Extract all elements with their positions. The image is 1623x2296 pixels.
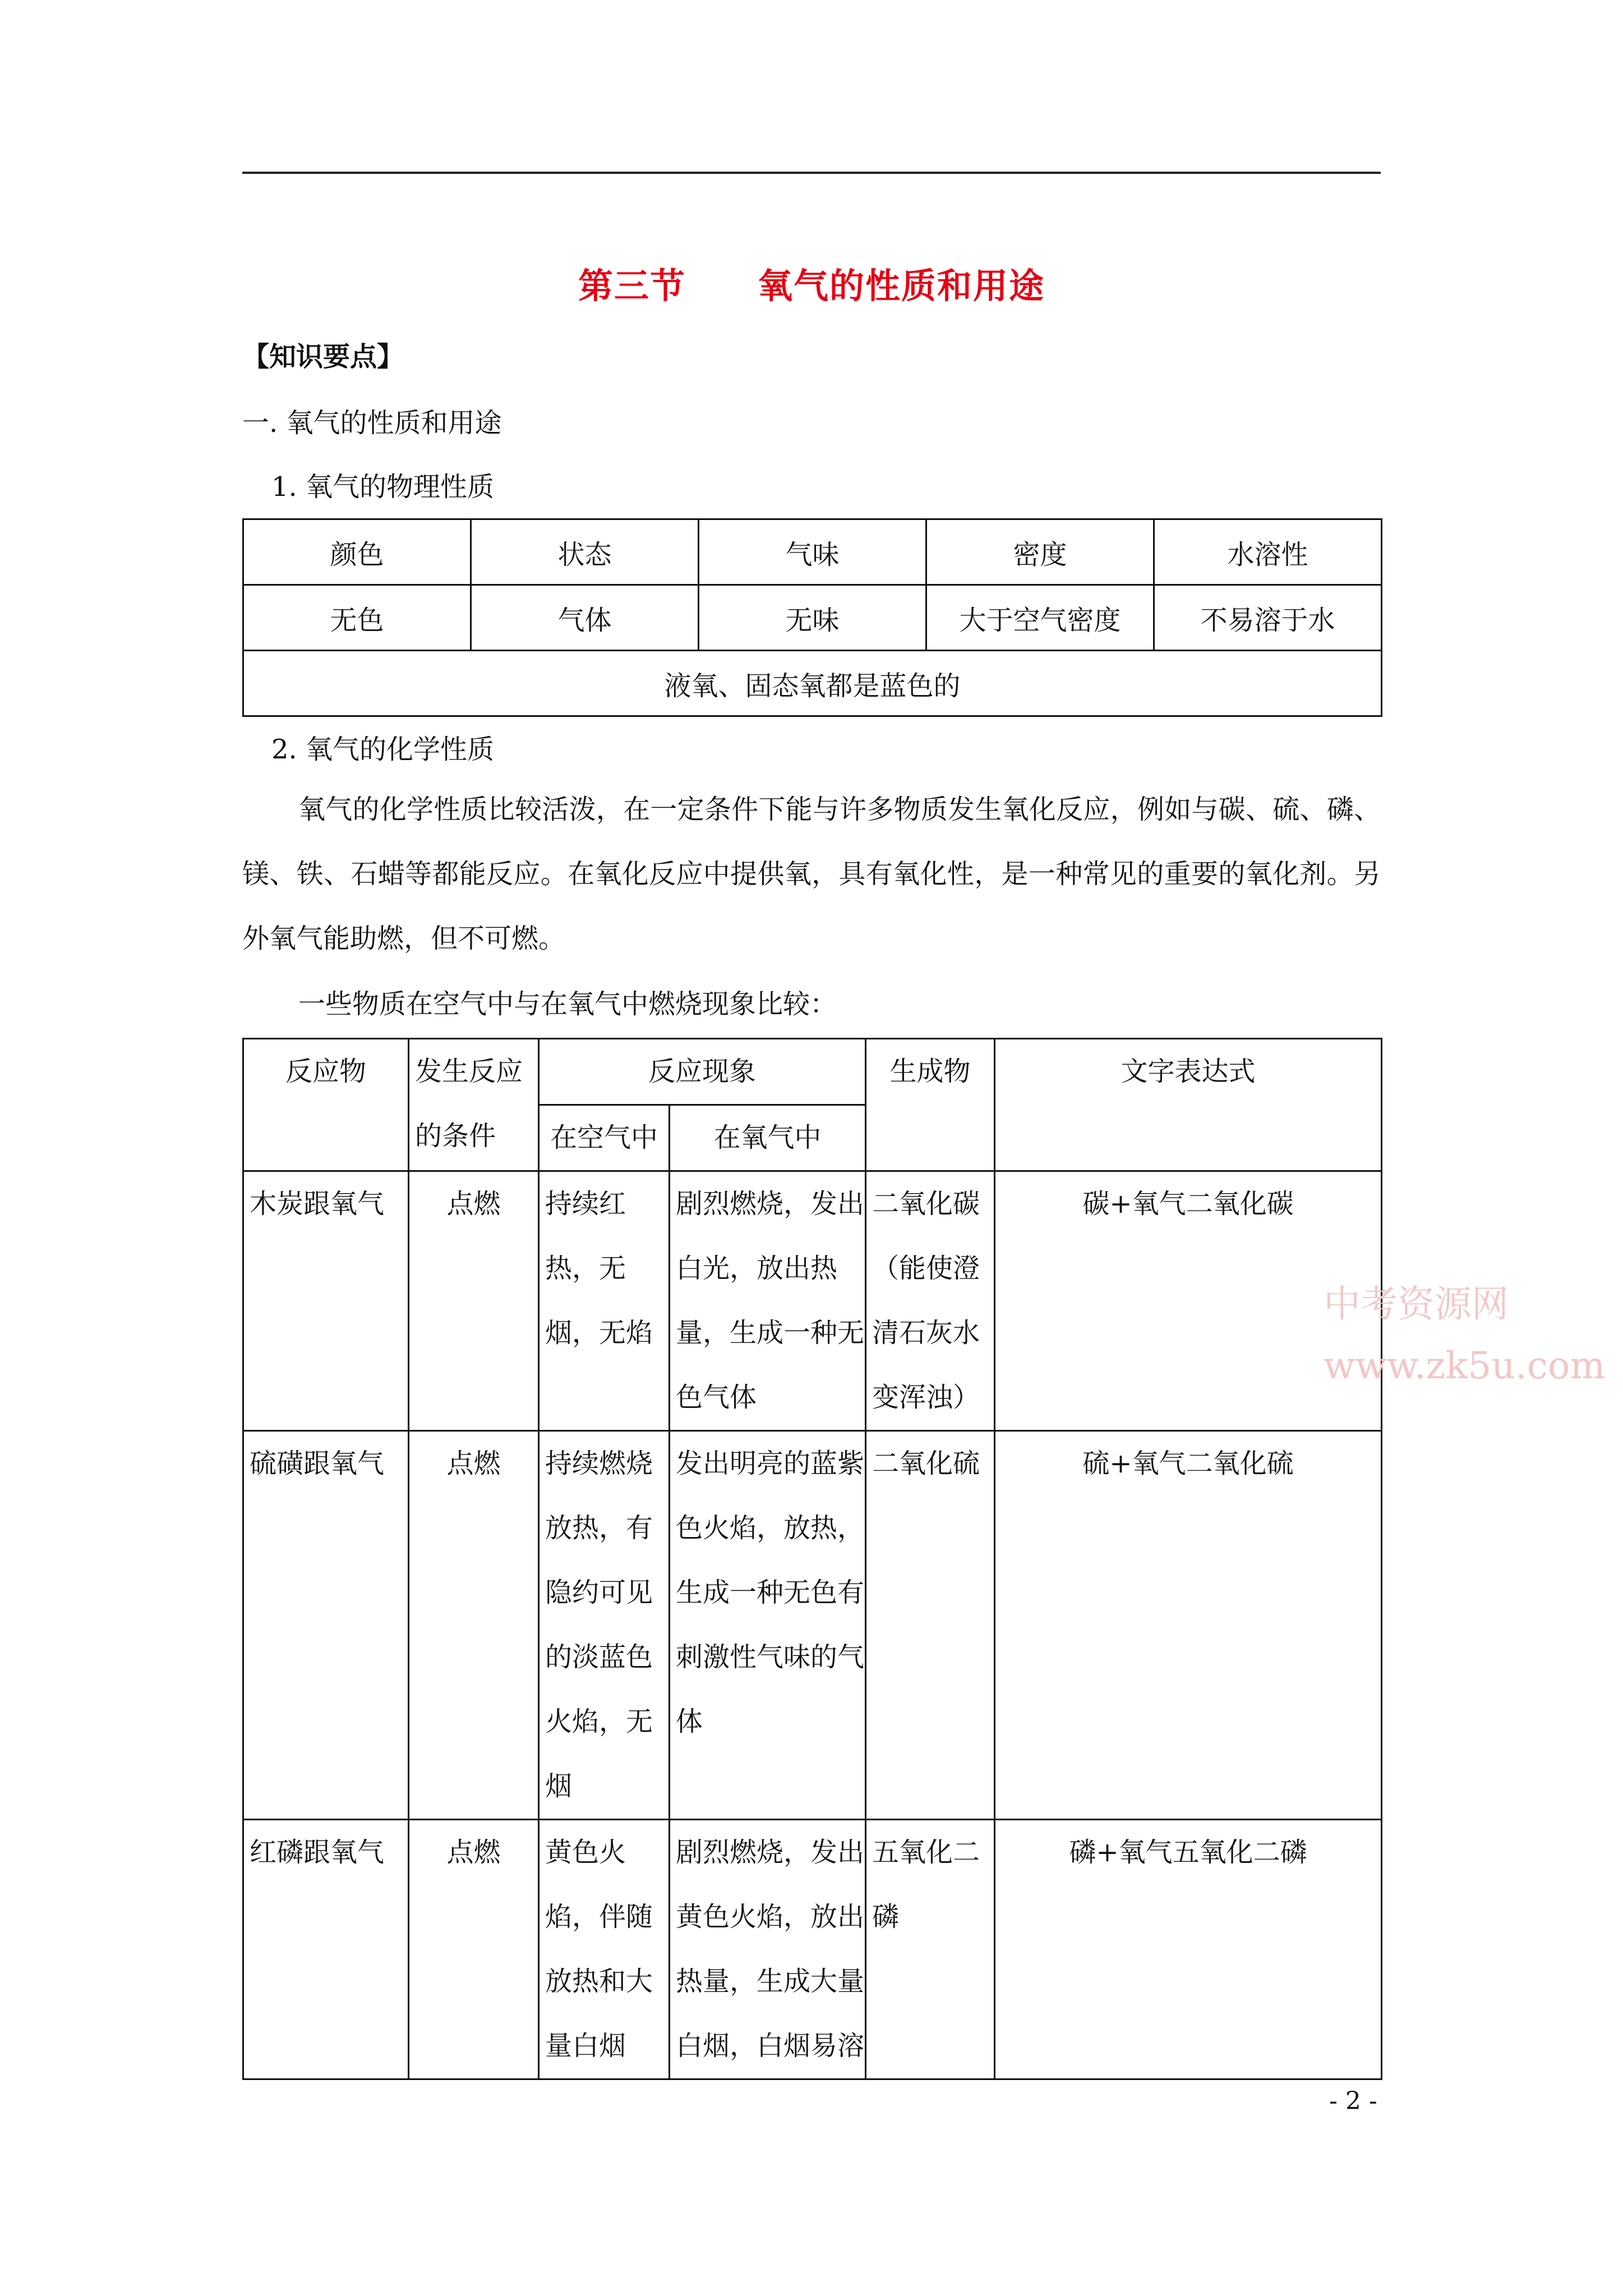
page-number: - 2 -: [1329, 2087, 1377, 2115]
cell-product: 二氧化硫: [866, 1431, 995, 1820]
watermark-line-2: www.zk5u.com: [1324, 1344, 1606, 1387]
table-row: [243, 1820, 1382, 2079]
watermark: [1324, 1273, 1605, 1397]
cell-product: 二氧化碳（能使澄清石灰水变浑浊）: [866, 1171, 995, 1431]
header-phenomenon: 反应现象: [539, 1039, 866, 1105]
table-header-cell: 颜色: [243, 519, 471, 585]
physical-properties-table: [242, 518, 1382, 717]
cell-in-air: 持续红热，无烟，无焰: [539, 1171, 670, 1431]
chemical-paragraph: 氧气的化学性质比较活泼，在一定条件下能与许多物质发生氧化反应，例如与碳、硫、磷、镁、铁、石蜡等都能反应。在氧化反应中提供氧，具有氧化性，是一种常见的重要的氧化剂。另外氧气能助燃，但不可燃。: [242, 794, 1381, 954]
table-row: [243, 651, 1382, 716]
table-header-cell: 气味: [699, 519, 926, 585]
watermark-line-1: 中考资源网: [1324, 1282, 1509, 1326]
table-cell: 大于空气密度: [926, 585, 1154, 651]
comparison-intro: 一些物质在空气中与在氧气中燃烧现象比较：: [298, 988, 837, 1020]
cell-reactant: 硫磺跟氧气: [243, 1431, 409, 1820]
table-row: [243, 1171, 1382, 1431]
table-header-cell: 密度: [926, 519, 1154, 585]
table-cell: 气体: [471, 585, 699, 651]
page-title: 第三节 氧气的性质和用途: [578, 265, 1045, 306]
knowledge-heading: 【知识要点】: [242, 341, 404, 372]
cell-product: 五氧化二磷: [866, 1820, 995, 2079]
header-condition: 发生反应的条件: [409, 1039, 539, 1171]
cell-in-oxygen: 剧烈燃烧，发出白光，放出热量，生成一种无色气体: [670, 1171, 866, 1431]
header-in-air: 在空气中: [539, 1105, 670, 1171]
subsection-physical: 1. 氧气的物理性质: [271, 471, 495, 503]
cell-reactant: 木炭跟氧气: [243, 1171, 409, 1431]
cell-in-oxygen: 剧烈燃烧，发出黄色火焰，放出热量，生成大量白烟，白烟易溶: [670, 1820, 866, 2079]
table-row: [243, 1039, 1382, 1105]
cell-condition: 点燃: [409, 1431, 539, 1820]
header-in-oxygen: 在氧气中: [670, 1105, 866, 1171]
combustion-comparison-table: [242, 1038, 1382, 2080]
cell-in-air: 持续燃烧放热，有隐约可见的淡蓝色火焰，无烟: [539, 1431, 670, 1820]
table-note-cell: 液氧、固态氧都是蓝色的: [243, 651, 1382, 716]
cell-condition: 点燃: [409, 1820, 539, 2079]
cell-reactant: 红磷跟氧气: [243, 1820, 409, 2079]
table-header-cell: 状态: [471, 519, 699, 585]
table-row: [243, 519, 1382, 585]
cell-expression: 硫+氧气二氧化硫: [995, 1431, 1382, 1820]
table-cell: 无色: [243, 585, 471, 651]
table-cell: 无味: [699, 585, 926, 651]
table-header-cell: 水溶性: [1154, 519, 1382, 585]
cell-expression: 碳+氧气二氧化碳: [995, 1171, 1382, 1431]
cell-condition: 点燃: [409, 1171, 539, 1431]
cell-in-oxygen: 发出明亮的蓝紫色火焰，放热，生成一种无色有刺激性气味的气体: [670, 1431, 866, 1820]
header-rule: [242, 172, 1381, 174]
cell-expression: 磷+氧气五氧化二磷: [995, 1820, 1382, 2079]
header-expression: 文字表达式: [995, 1039, 1382, 1171]
header-reactant: 反应物: [243, 1039, 409, 1171]
header-product: 生成物: [866, 1039, 995, 1171]
cell-in-air: 黄色火焰，伴随放热和大量白烟: [539, 1820, 670, 2079]
table-row: [243, 1431, 1382, 1820]
table-row: [243, 585, 1382, 651]
subsection-chemical: 2. 氧气的化学性质: [271, 734, 495, 765]
table-cell: 不易溶于水: [1154, 585, 1382, 651]
section-heading: 一. 氧气的性质和用途: [242, 407, 502, 439]
